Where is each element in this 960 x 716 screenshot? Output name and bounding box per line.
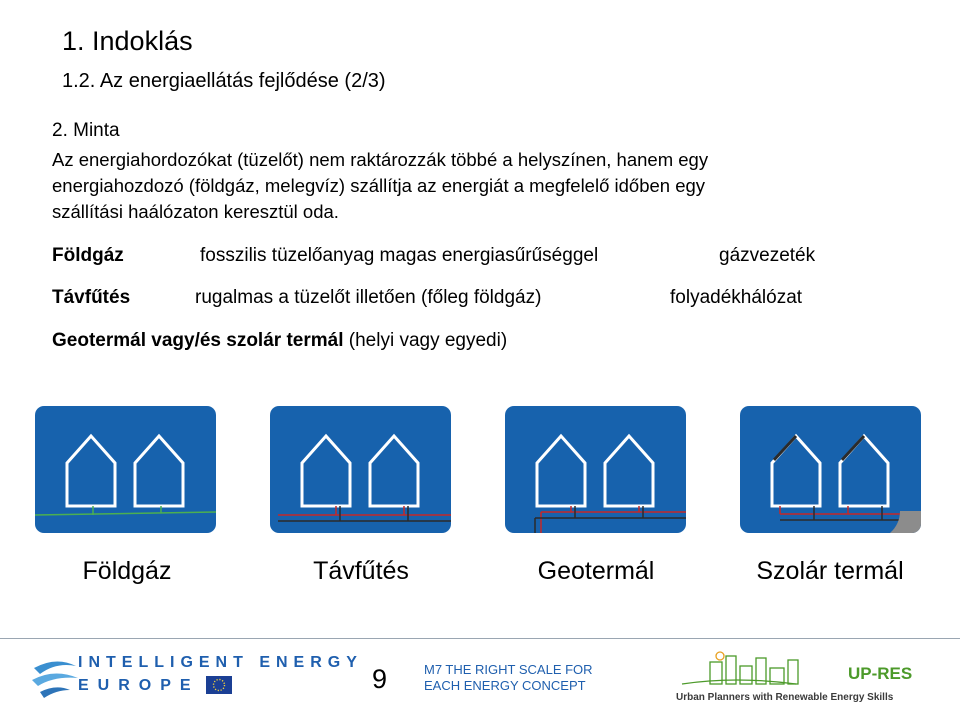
- houses-gas-icon: [35, 406, 216, 533]
- card-solar-thermal: [740, 406, 921, 533]
- intelligent-energy-europe-logo: [26, 648, 363, 708]
- card-geothermal: [505, 406, 686, 533]
- up-res-logo: [676, 648, 926, 710]
- caption-geothermal: Geotermál: [537, 557, 655, 585]
- eu-flag-icon: [206, 676, 232, 694]
- card-district-heating: [270, 406, 451, 533]
- up-res-name: UP-RES: [848, 664, 913, 683]
- up-res-tagline: Urban Planners with Renewable Energy Skills: [676, 692, 894, 703]
- paragraph-line: energiahozdozó (földgáz, melegvíz) szállítja az energiát a megfelelő időben egy: [52, 175, 706, 196]
- row-desc-geothermal: (helyi vagy egyedi): [348, 330, 508, 351]
- row-network-district: folyadékhálózat: [670, 287, 803, 308]
- row-desc-district: rugalmas a tüzelőt illetően (főleg földgáz): [195, 287, 542, 308]
- page-subtitle: 1.2. Az energiaellátás fejlődése (2/3): [62, 70, 386, 92]
- page-number: 9: [372, 664, 388, 694]
- row-term-gas: Földgáz: [52, 245, 124, 266]
- row-term-geothermal: Geotermál vagy/és szolár termál: [52, 330, 344, 351]
- ie-logo-line1: INTELLIGENT ENERGY: [78, 654, 363, 671]
- houses-solar-thermal-icon: [740, 406, 921, 533]
- houses-district-heating-icon: [270, 406, 451, 533]
- ie-logo-line2: EUROPE: [78, 677, 200, 694]
- caption-solar-thermal: Szolár termál: [756, 557, 904, 585]
- module-title-line1: M7 THE RIGHT SCALE FOR: [424, 662, 593, 677]
- row-network-gas: gázvezeték: [719, 245, 816, 266]
- page-title: 1. Indoklás: [62, 26, 193, 56]
- footer-divider: [0, 638, 960, 639]
- row-desc-gas: fosszilis tüzelőanyag magas energiasűrűséggel: [200, 245, 599, 266]
- section-heading: 2. Minta: [52, 120, 120, 141]
- paragraph-line: Az energiahordozókat (tüzelőt) nem raktározzák többé a helyszínen, hanem egy: [52, 149, 709, 170]
- row-term-district: Távfűtés: [52, 287, 131, 308]
- city-skyline-icon: [676, 648, 846, 688]
- ie-swirl-icon: [26, 648, 86, 708]
- houses-geothermal-icon: [505, 406, 686, 533]
- row-geothermal: [52, 330, 507, 352]
- paragraph-line: szállítási haálózaton keresztül oda.: [52, 201, 339, 222]
- caption-gas: Földgáz: [82, 557, 172, 585]
- module-title-line2: EACH ENERGY CONCEPT: [424, 678, 586, 693]
- caption-district-heating: Távfűtés: [313, 557, 409, 585]
- card-gas: [35, 406, 216, 533]
